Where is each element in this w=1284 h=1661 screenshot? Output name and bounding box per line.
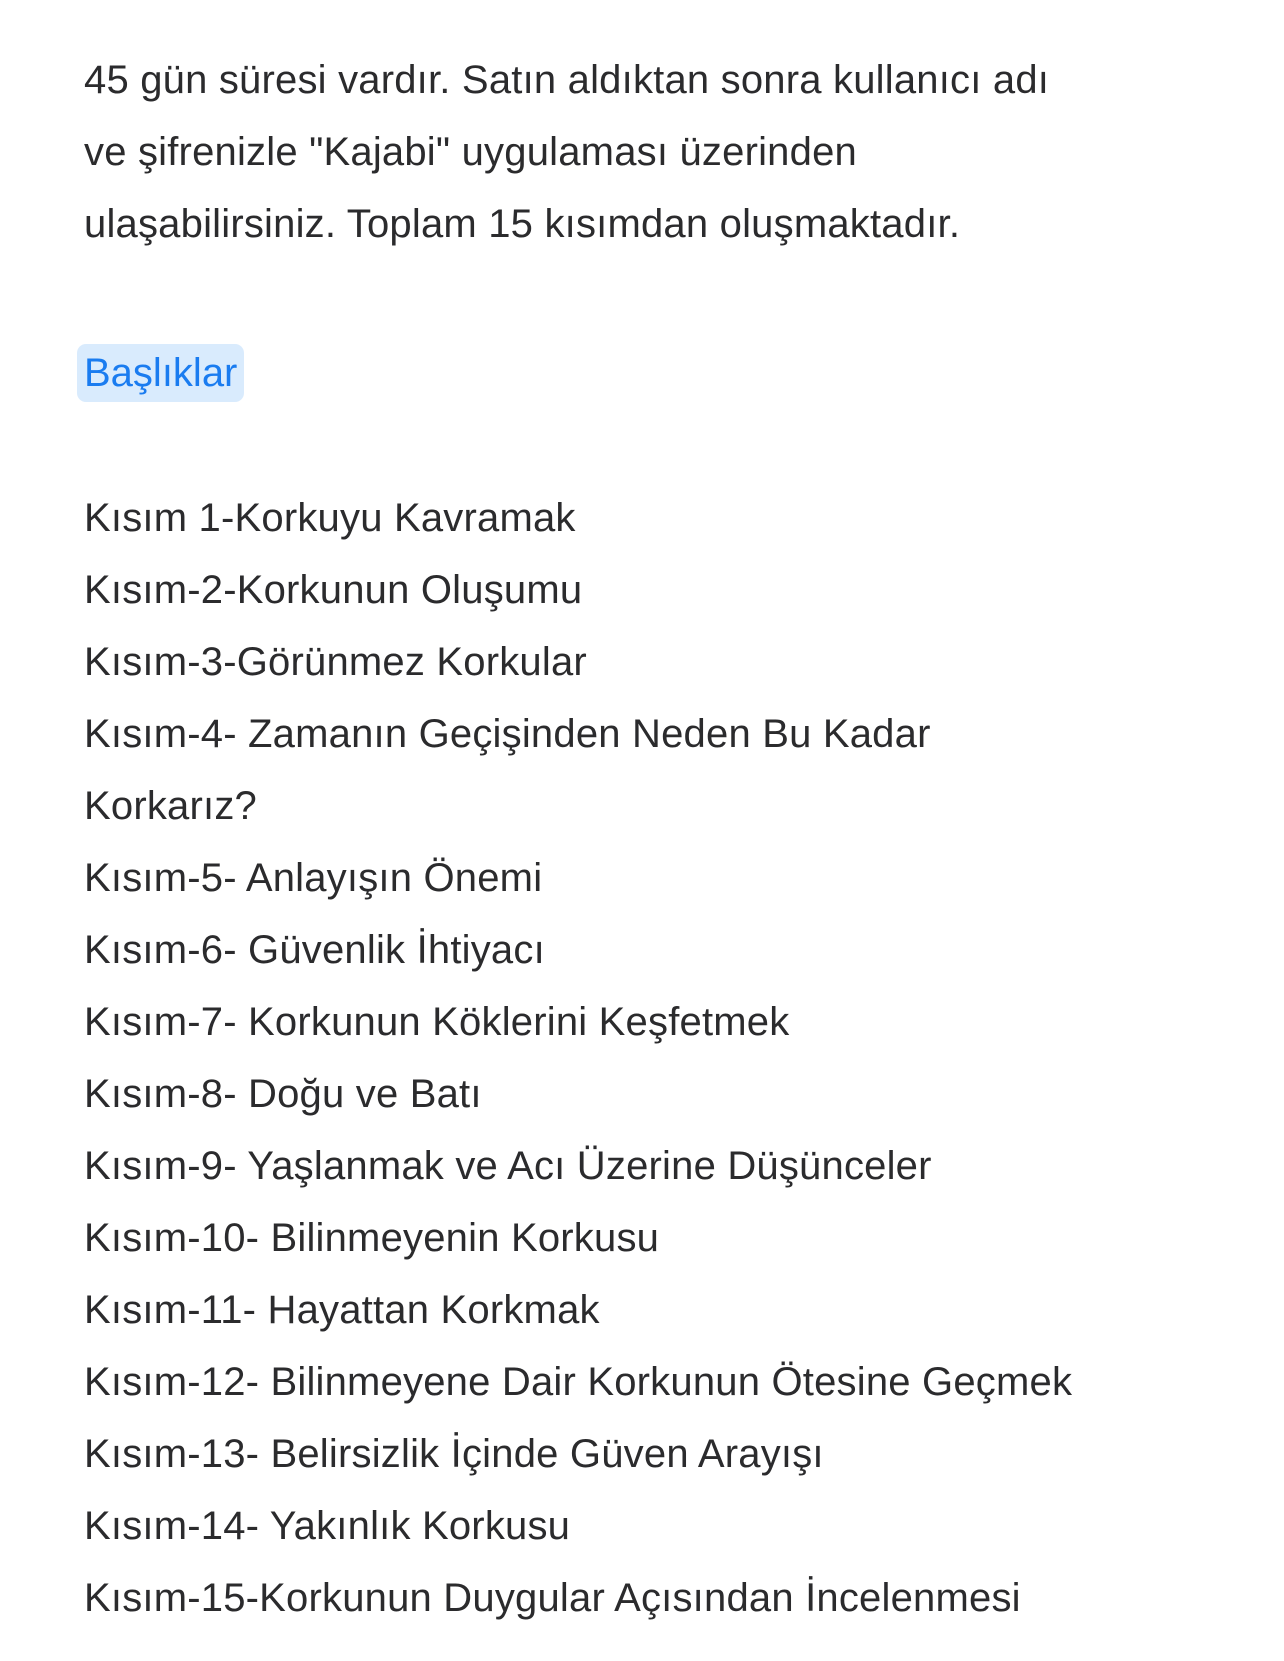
headings-link[interactable]: Başlıklar	[77, 344, 244, 402]
section-item: Kısım-14- Yakınlık Korkusu	[84, 1504, 571, 1548]
section-list	[84, 482, 1214, 1634]
intro-line: 45 gün süresi vardır. Satın aldıktan sonra kullanıcı adı	[84, 58, 1050, 102]
section-item: Kısım-6- Güvenlik İhtiyacı	[84, 928, 545, 972]
section-item-continued: Korkarız?	[84, 784, 257, 828]
headings-link-wrap	[84, 344, 1214, 412]
section-item: Kısım-11- Hayattan Korkmak	[84, 1288, 600, 1332]
section-item: Kısım-2-Korkunun Oluşumu	[84, 568, 583, 612]
section-item: Kısım-12- Bilinmeyene Dair Korkunun Ötesine Geçmek	[84, 1360, 1073, 1404]
section-item: Kısım-7- Korkunun Köklerini Keşfetmek	[84, 1000, 790, 1044]
intro-paragraph	[84, 44, 1214, 260]
message-text	[84, 44, 1214, 1634]
section-item: Kısım-4- Zamanın Geçişinden Neden Bu Kadar	[84, 712, 931, 756]
section-item: Kısım-9- Yaşlanmak ve Acı Üzerine Düşünceler	[84, 1144, 932, 1188]
section-item: Kısım-8- Doğu ve Batı	[84, 1072, 482, 1116]
intro-line: ulaşabilirsiniz. Toplam 15 kısımdan oluşmaktadır.	[84, 202, 961, 246]
section-item: Kısım-15-Korkunun Duygular Açısından İncelenmesi	[84, 1576, 1021, 1620]
section-item: Kısım-5- Anlayışın Önemi	[84, 856, 543, 900]
section-item: Kısım-3-Görünmez Korkular	[84, 640, 587, 684]
section-item: Kısım 1-Korkuyu Kavramak	[84, 496, 576, 540]
section-item: Kısım-13- Belirsizlik İçinde Güven Arayışı	[84, 1432, 824, 1476]
intro-line: ve şifrenizle "Kajabi" uygulaması üzerinden	[84, 130, 857, 174]
section-item: Kısım-10- Bilinmeyenin Korkusu	[84, 1216, 660, 1260]
